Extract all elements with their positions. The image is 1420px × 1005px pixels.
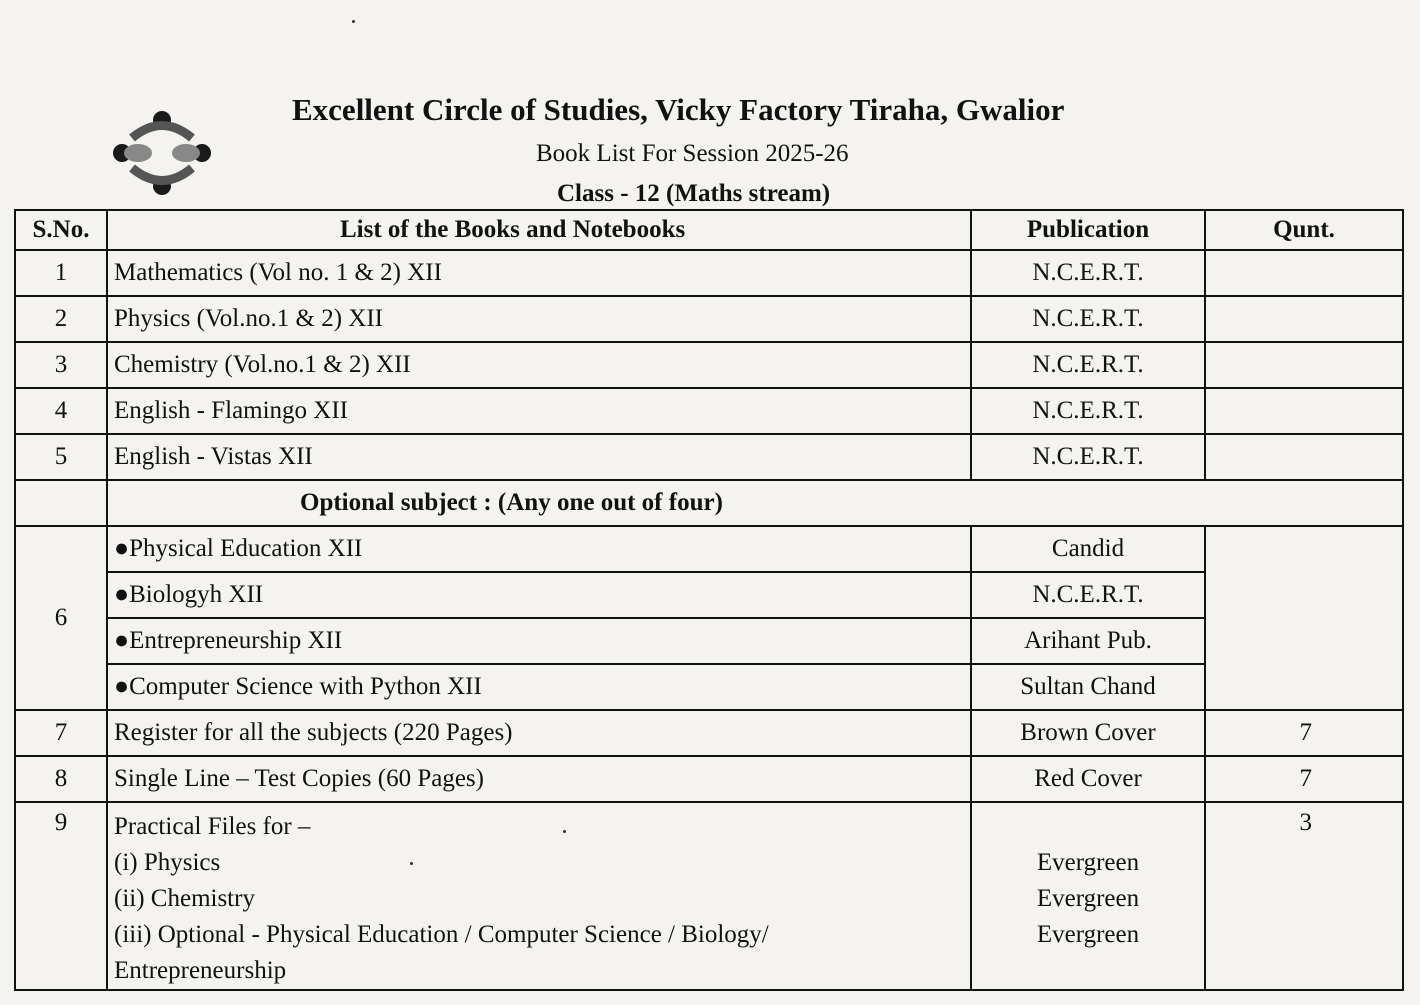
table-row <box>15 388 1403 434</box>
practical-files-cell <box>107 802 971 990</box>
row-qty <box>1205 388 1403 434</box>
row-sno: 8 <box>15 756 107 802</box>
row-sno: 7 <box>15 710 107 756</box>
scan-speck <box>410 862 413 865</box>
book-list-table <box>14 209 1404 991</box>
table-row <box>15 250 1403 296</box>
practical-publication: Evergreen <box>1036 885 1140 912</box>
optional-publication: Sultan Chand <box>971 664 1205 710</box>
optional-heading-sno-cell <box>15 480 107 526</box>
row-book: Mathematics (Vol no. 1 & 2) XII <box>107 250 971 296</box>
practical-row <box>15 802 1403 990</box>
row-publication: Brown Cover <box>971 710 1205 756</box>
row-qty <box>1205 342 1403 388</box>
optional-publication: Arihant Pub. <box>971 618 1205 664</box>
row-qty <box>1205 250 1403 296</box>
optional-row <box>15 664 1403 710</box>
practical-publication: Evergreen <box>1036 849 1140 876</box>
practical-line: (ii) Chemistry <box>114 885 255 912</box>
optional-sno: 6 <box>15 526 107 710</box>
optional-book: ●Computer Science with Python XII <box>107 664 971 710</box>
optional-heading: Optional subject : (Any one out of four) <box>107 480 1403 526</box>
institute-title: Excellent Circle of Studies, Vicky Factory Tiraha, Gwalior <box>292 92 1065 127</box>
row-qty <box>1205 434 1403 480</box>
optional-book: ●Biologyh XII <box>107 572 971 618</box>
optional-publication: N.C.E.R.T. <box>971 572 1205 618</box>
row-qty <box>1205 296 1403 342</box>
row-publication: N.C.E.R.T. <box>971 388 1205 434</box>
row-book: Chemistry (Vol.no.1 & 2) XII <box>107 342 971 388</box>
optional-row <box>15 618 1403 664</box>
row-publication: Red Cover <box>971 756 1205 802</box>
row-publication: N.C.E.R.T. <box>971 342 1205 388</box>
optional-row <box>15 572 1403 618</box>
practical-publication: Evergreen <box>1036 921 1140 948</box>
header-publication: Publication <box>971 210 1205 250</box>
row-book: English - Vistas XII <box>107 434 971 480</box>
row-publication: N.C.E.R.T. <box>971 434 1205 480</box>
row-sno: 2 <box>15 296 107 342</box>
table-row <box>15 756 1403 802</box>
optional-row <box>15 526 1403 572</box>
row-book: English - Flamingo XII <box>107 388 971 434</box>
table-row <box>15 342 1403 388</box>
row-publication: N.C.E.R.T. <box>971 296 1205 342</box>
scan-speck <box>563 830 566 833</box>
practical-line: Entrepreneurship <box>114 957 287 984</box>
row-sno: 4 <box>15 388 107 434</box>
practical-publications-cell <box>971 802 1205 990</box>
practical-qty: 3 <box>1205 802 1403 990</box>
optional-qty <box>1205 526 1403 710</box>
optional-book: ●Entrepreneurship XII <box>107 618 971 664</box>
row-sno: 1 <box>15 250 107 296</box>
optional-publication: Candid <box>971 526 1205 572</box>
optional-book: ●Physical Education XII <box>107 526 971 572</box>
practical-line: (iii) Optional - Physical Education / Computer Science / Biology/ <box>114 921 769 948</box>
row-qty: 7 <box>1205 756 1403 802</box>
institute-logo-icon <box>102 108 222 198</box>
table-header-row <box>15 210 1403 250</box>
row-book: Physics (Vol.no.1 & 2) XII <box>107 296 971 342</box>
row-sno: 5 <box>15 434 107 480</box>
row-book: Register for all the subjects (220 Pages) <box>107 710 971 756</box>
table-row <box>15 710 1403 756</box>
practical-sno: 9 <box>15 802 107 990</box>
row-publication: N.C.E.R.T. <box>971 250 1205 296</box>
header-quantity: Qunt. <box>1205 210 1403 250</box>
practical-line: (i) Physics <box>114 849 221 876</box>
class-heading: Class - 12 (Maths stream) <box>557 180 831 207</box>
table-row <box>15 434 1403 480</box>
row-book: Single Line – Test Copies (60 Pages) <box>107 756 971 802</box>
practical-line: Practical Files for – <box>114 813 311 840</box>
header-sno: S.No. <box>15 210 107 250</box>
header-books: List of the Books and Notebooks <box>107 210 971 250</box>
optional-heading-row <box>15 480 1403 526</box>
scan-speck <box>352 20 355 23</box>
row-sno: 3 <box>15 342 107 388</box>
session-subtitle: Book List For Session 2025-26 <box>536 140 849 167</box>
row-qty: 7 <box>1205 710 1403 756</box>
table-row <box>15 296 1403 342</box>
